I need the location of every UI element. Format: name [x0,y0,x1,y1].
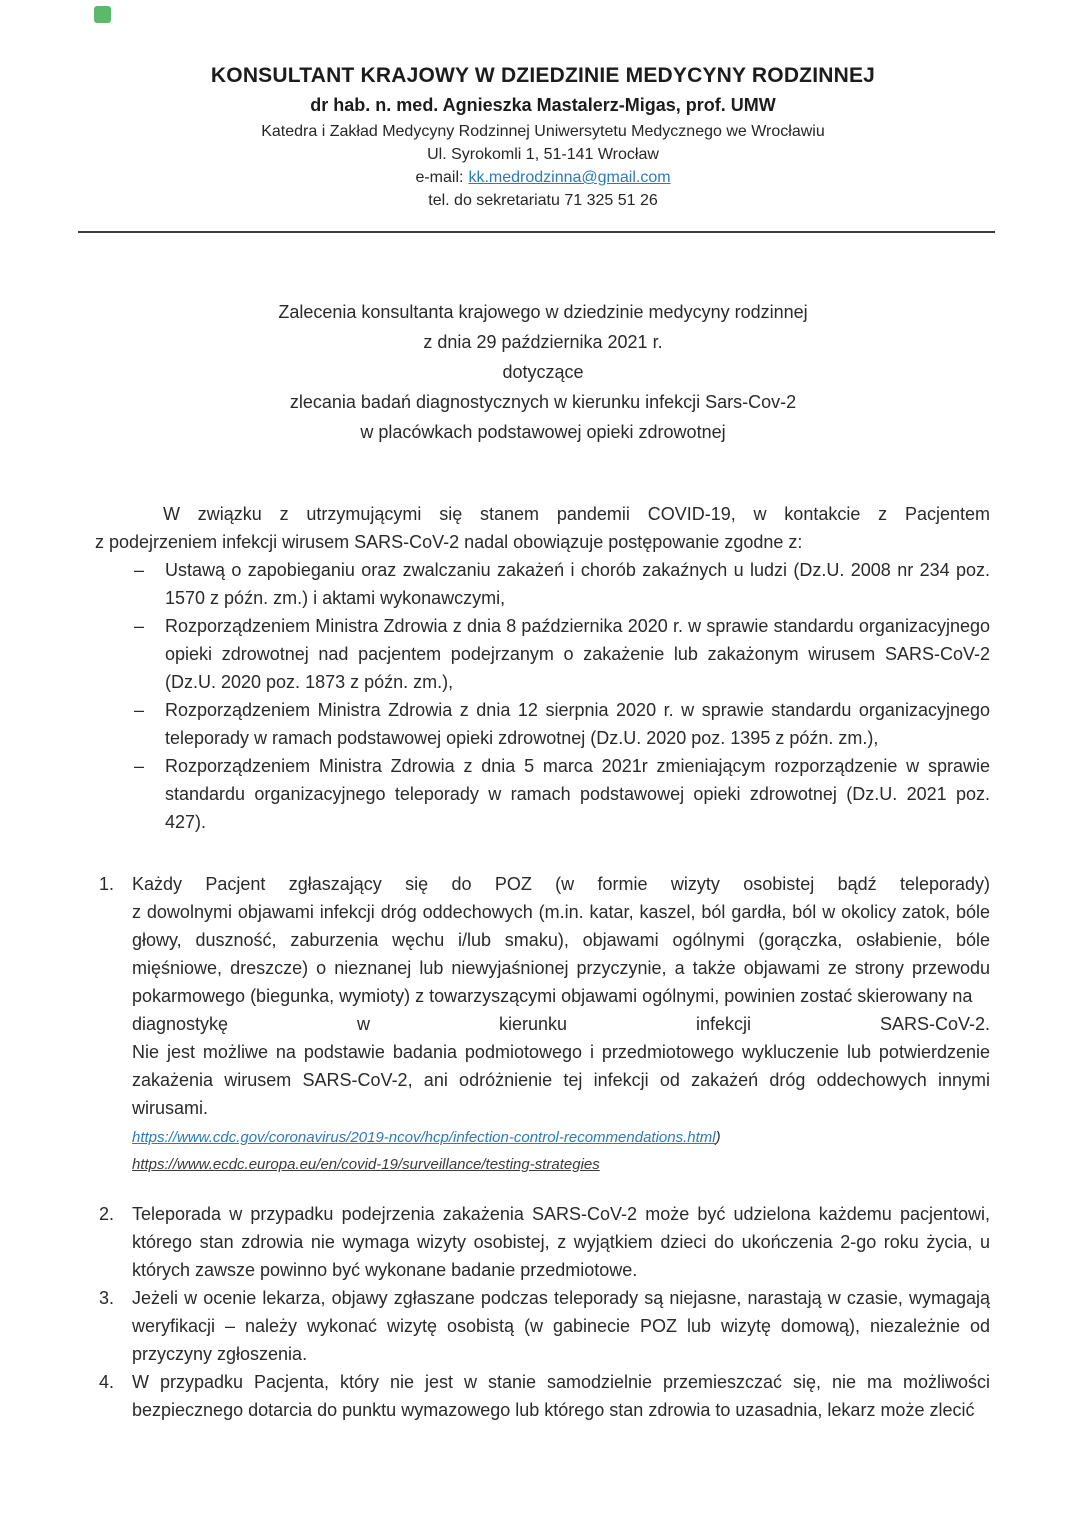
list-item [134,752,990,836]
ecdc-link[interactable]: https://www.ecdc.europa.eu/en/covid-19/surveillance/testing-strategies [132,1156,600,1173]
document-title-block [0,297,1086,447]
dash-bullet: – [134,616,145,636]
numbered-recommendations-list [95,870,990,1424]
item1-note: Nie jest możliwe na podstawie badania podmiotowego i przedmiotowego wykluczenie lub potwierdzenie zakażenia wirusem SARS-CoV-2, ani odróżnienie tej infekcji od zakażeń dróg oddechowych innymi wirusami. [132,1042,990,1118]
list-item [134,696,990,752]
title-line-3: dotyczące [502,362,584,382]
list-item [99,1368,990,1424]
list-item [99,1284,990,1368]
cdc-link[interactable]: https://www.cdc.gov/coronavirus/2019-ncov/hcp/infection-control-recommendations.html [132,1129,716,1146]
reference-links [132,1124,990,1178]
item-number: 2. [99,1204,115,1224]
legal-references-list [95,556,990,836]
email-link[interactable]: kk.medrodzinna@gmail.com [468,169,671,186]
list-item [99,870,990,1178]
item-number: 3. [99,1288,115,1308]
header-email-line [0,169,1086,187]
header-subtitle: dr hab. n. med. Agnieszka Mastalerz-Migas, prof. UMW [310,95,776,115]
link-line-1 [132,1124,990,1151]
list-item [134,556,990,612]
header-department: Katedra i Zakład Medycyny Rodzinnej Uniwersytetu Medycznego we Wrocławiu [261,123,825,140]
item1-stretch-line: diagnostykę w kierunku infekcji SARS-CoV-2. [132,1014,990,1034]
title-line-4: zlecania badań diagnostycznych w kierunku infekcji Sars-Cov-2 [289,392,797,412]
header-title: KONSULTANT KRAJOWY W DZIEDZINIE MEDYCYNY RODZINNEJ [210,64,876,87]
link-suffix: ) [715,1129,721,1146]
intro-line-2: z podejrzeniem infekcji wirusem SARS-CoV-2 nadal obowiązuje postępowanie zgodne z: [95,532,803,552]
dash-bullet: – [134,700,145,720]
legal-item-text: Ustawą o zapobieganiu oraz zwalczaniu zakażeń i chorób zakaźnych u ludzi (Dz.U. 2008 nr 234 poz. 1570 z późn. zm.) i aktami wykonawczymi, [165,560,990,608]
item-number: 1. [99,874,115,894]
item-body [132,870,990,1178]
item1-lead: Każdy Pacjent zgłaszający się do POZ (w formie wizyty osobistej bądź teleporady) [132,874,990,894]
header-phone: tel. do sekretariatu 71 325 51 26 [428,192,658,209]
email-label: e-mail: [415,169,464,186]
intro-line-1: W związku z utrzymującymi się stanem pandemii COVID-19, w kontakcie z Pacjentem [163,504,990,524]
dash-bullet: – [134,560,145,580]
dash-bullet: – [134,756,145,776]
legal-item-text: Rozporządzeniem Ministra Zdrowia z dnia 5 marca 2021r zmieniającym rozporządzenie w sprawie standardu organizacyjnego teleporady w ramach podstawowej opieki zdrowotnej (Dz.U. 2021 poz. 427). [165,756,990,832]
header-divider [78,231,995,233]
item3-text: Jeżeli w ocenie lekarza, objawy zgłaszane podczas teleporady są niejasne, narastają w czasie, wymagają weryfikacji – należy wykonać wizytę osobistą (w gabinecie POZ lub wizytę domową), niezależnie od przyczyny zgłoszenia. [132,1288,990,1364]
link-line-2 [132,1151,990,1178]
title-line-5: w placówkach podstawowej opieki zdrowotnej [360,422,726,442]
item4-text: W przypadku Pacjenta, który nie jest w stanie samodzielnie przemieszczać się, nie ma możliwości bezpiecznego dotarcia do punktu wymazowego lub którego stan zdrowia to uzasadnia, lekarz może zlecić [132,1372,990,1420]
title-line-2: z dnia 29 października 2021 r. [423,332,663,352]
list-item [99,1200,990,1284]
legal-item-text: Rozporządzeniem Ministra Zdrowia z dnia 12 sierpnia 2020 r. w sprawie standardu organizacyjnego teleporady w ramach podstawowej opieki zdrowotnej (Dz.U. 2020 poz. 1395 z późn. zm.), [165,700,990,748]
green-marker-icon [94,6,111,23]
legal-item-text: Rozporządzeniem Ministra Zdrowia z dnia 8 października 2020 r. w sprawie standardu organizacyjnego opieki zdrowotnej nad pacjentem podejrzanym o zakażenie lub zakażonym wirusem SARS-CoV-2 (Dz.U. 2020 poz. 1873 z późn. zm.), [165,616,990,692]
document-header [0,0,1086,210]
item1-text: z dowolnymi objawami infekcji dróg oddechowych (m.in. katar, kaszel, ból gardła, ból w okolicy zatok, bóle głowy, duszność, zaburzenia węchu i/lub smaku), objawami ogólnymi (gorączka, osłabienie, bóle mięśniowe, dreszcze) o nieznanej lub niewyjaśnionej przyczynie, a także objawami ze strony przewodu pokarmowego (biegunka, wymioty) z towarzyszącymi objawami ogólnymi, powinien zostać skierowany na [132,902,990,1006]
header-address: Ul. Syrokomli 1, 51-141 Wrocław [427,146,659,163]
title-line-1: Zalecenia konsultanta krajowego w dziedzinie medycyny rodzinnej [278,302,808,322]
intro-paragraph [95,500,990,556]
item2-text: Teleporada w przypadku podejrzenia zakażenia SARS-CoV-2 może być udzielona każdemu pacjentowi, którego stan zdrowia nie wymaga wizyty osobistej, z wyjątkiem dzieci do ukończenia 2-go roku życia, u których zawsze powinno być wykonane badanie przedmiotowe. [132,1204,990,1280]
document-body [0,500,1086,1424]
item-number: 4. [99,1372,115,1392]
list-item [134,612,990,696]
